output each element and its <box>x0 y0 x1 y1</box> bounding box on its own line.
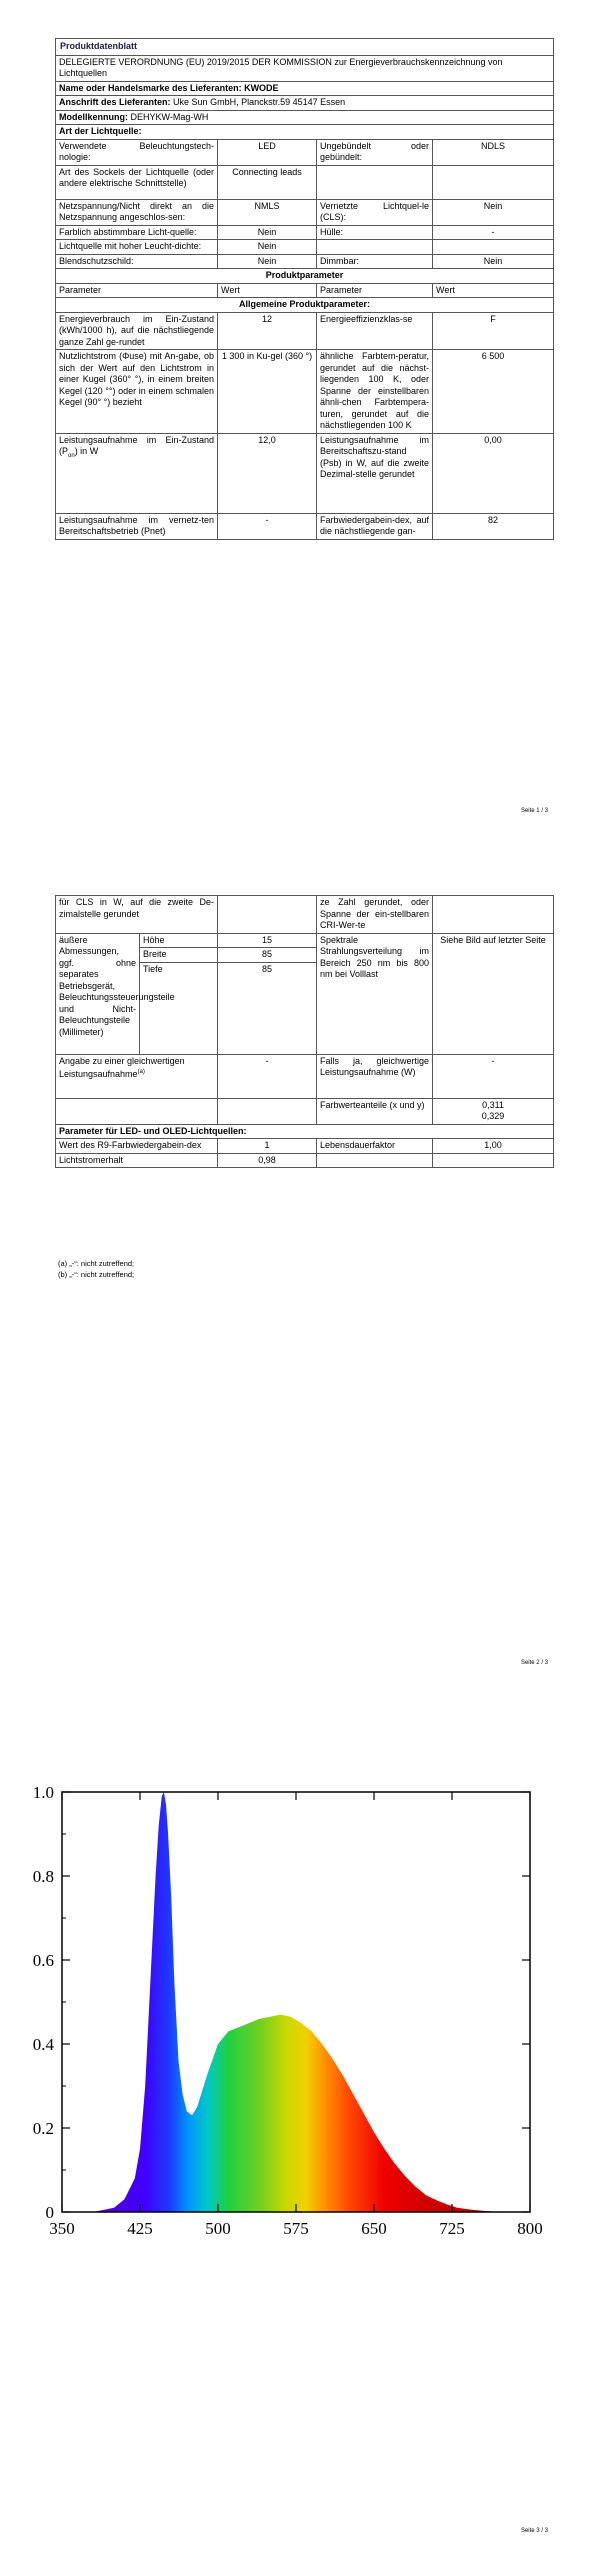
param-label: Leistungsaufnahme im Bereitschaftszu-stand (Psb) in W, auf die zweite Dezimal-stelle gerundet <box>317 433 433 513</box>
row-label: Art des Sockels der Lichtquelle (oder andere elektrische Schnittstelle) <box>56 165 218 199</box>
row-label: Netzspannung/Nicht direkt an die Netzspannung angeschlos-sen: <box>56 199 218 225</box>
param-value <box>218 896 317 934</box>
table-row <box>56 254 554 269</box>
spectral-label: Spektrale Strahlungsverteilung im Bereich 250 nm bis 800 nm bei Volllast <box>317 933 433 1054</box>
table-header-row <box>56 283 554 298</box>
datasheet-table-1 <box>55 38 554 540</box>
column-header: Wert <box>218 283 317 298</box>
chroma-values <box>433 1098 554 1124</box>
row-value: Nein <box>218 240 317 255</box>
x-tick-label: 425 <box>127 2219 153 2238</box>
equiv-label-text: Angabe zu einer gleichwertigen Leistungsaufnahme <box>59 1055 185 1079</box>
row-label: Verwendete Beleuchtungstech-nologie: <box>56 139 218 165</box>
footnote-b: (b) „-“: nicht zutreffend; <box>58 1270 135 1279</box>
led-params-header: Parameter für LED- und OLED-Lichtquellen: <box>56 1124 554 1139</box>
param-label-tail: ) in W <box>74 446 99 456</box>
empty-cell <box>218 1098 317 1124</box>
table-row <box>56 433 554 513</box>
param-value: - <box>218 513 317 539</box>
row-label: Ungebündelt oder gebündelt: <box>317 139 433 165</box>
general-params-header: Allgemeine Produktparameter: <box>56 298 554 313</box>
param-value <box>433 896 554 934</box>
row-label: Dimmbar: <box>317 254 433 269</box>
table-row <box>56 240 554 255</box>
x-tick-label: 350 <box>49 2219 75 2238</box>
table-row <box>56 1139 554 1154</box>
row-label: Vernetzte Lichtquel-le (CLS): <box>317 199 433 225</box>
param-label: ähnliche Farbtem-peratur, gerundet auf die nächst-liegenden 100 K, oder Spanne der einstellbaren ähnli-chen Farbtempera-turen, gerundet auf die nächstliegenden 100 K <box>317 350 433 434</box>
light-source-type-header: Art der Lichtquelle: <box>56 125 554 140</box>
footnote-a: (a) „-“: nicht zutreffend; <box>58 1259 135 1268</box>
table-row <box>56 225 554 240</box>
empty-cell <box>317 1153 433 1168</box>
equiv-label <box>56 1054 218 1098</box>
life-value: 1,00 <box>433 1139 554 1154</box>
table-row <box>56 312 554 350</box>
table-row <box>56 513 554 539</box>
row-label: Blendschutzschild: <box>56 254 218 269</box>
row-value: NMLS <box>218 199 317 225</box>
param-label: für CLS in W, auf die zweite De-zimalstelle gerundet <box>56 896 218 934</box>
row-label: Lichtquelle mit hoher Leucht-dichte: <box>56 240 218 255</box>
table-row <box>56 165 554 199</box>
column-header: Parameter <box>56 283 218 298</box>
y-tick-label: 0.4 <box>32 2035 54 2054</box>
param-label <box>56 433 218 513</box>
row-value: - <box>433 225 554 240</box>
chroma-y: 0,329 <box>481 1111 505 1121</box>
spectral-value: Siehe Bild auf letzter Seite <box>433 933 554 1054</box>
param-label: Farbwiedergabein-dex, auf die nächstliegende gan- <box>317 513 433 539</box>
life-label: Lebensdauerfaktor <box>317 1139 433 1154</box>
table-row <box>56 1098 554 1124</box>
equiv-power-label: Falls ja, gleichwertige Leistungsaufnahme (W) <box>317 1054 433 1098</box>
param-label: ze Zahl gerundet, oder Spanne der ein-stellbaren CRI-Wer-te <box>317 896 433 934</box>
equiv-sup: (a) <box>137 1069 145 1075</box>
param-label: Leistungsaufnahme im vernetz-ten Bereitschaftsbetrieb (Pnet) <box>56 513 218 539</box>
param-label-sub: on <box>68 452 75 459</box>
dim-name: Breite <box>140 948 218 963</box>
lumen-label: Lichtstromerhalt <box>56 1153 218 1168</box>
spectrum-area <box>93 1792 509 2212</box>
dims-label: äußere Abmessungen, ggf. ohne separates Betriebsgerät, Beleuchtungssteuerungsteile und Nicht-Beleuchtungsteile (Millimeter) <box>56 933 140 1054</box>
param-value: 1 300 in Ku-gel (360 °) <box>218 350 317 434</box>
empty-cell <box>433 1153 554 1168</box>
regulation-text: DELEGIERTE VERORDNUNG (EU) 2019/2015 DER KOMMISSION zur Energieverbrauchskennzeichnung von Lichtquellen <box>56 55 554 81</box>
model-row <box>56 110 554 125</box>
footnotes <box>58 1258 134 1280</box>
y-tick-label: 0.6 <box>32 1951 54 1970</box>
dim-value: 85 <box>218 948 317 963</box>
y-tick-label: 0 <box>45 2203 54 2222</box>
row-value: Nein <box>218 225 317 240</box>
row-label <box>317 165 433 199</box>
table-row <box>56 1153 554 1168</box>
dim-name: Tiefe <box>140 962 218 1054</box>
plot-area <box>33 1783 543 2238</box>
column-header: Parameter <box>317 283 433 298</box>
row-value: Nein <box>433 254 554 269</box>
r9-label: Wert des R9-Farbwiedergabein-dex <box>56 1139 218 1154</box>
x-tick-label: 800 <box>517 2219 543 2238</box>
param-label: Energieverbrauch im Ein-Zustand (kWh/1000 h), auf die nächstliegende ganze Zahl ge-rundet <box>56 312 218 350</box>
x-tick-label: 575 <box>283 2219 309 2238</box>
equiv-power-value: - <box>433 1054 554 1098</box>
row-value: NDLS <box>433 139 554 165</box>
row-value: LED <box>218 139 317 165</box>
param-value: 6 500 <box>433 350 554 434</box>
spectrum-chart <box>0 1780 603 2240</box>
row-value <box>433 240 554 255</box>
param-value: 12 <box>218 312 317 350</box>
lumen-value: 0,98 <box>218 1153 317 1168</box>
product-params-header: Produktparameter <box>56 269 554 284</box>
chroma-label: Farbwerteanteile (x und y) <box>317 1098 433 1124</box>
row-value <box>433 165 554 199</box>
param-value: F <box>433 312 554 350</box>
chroma-x: 0,311 <box>482 1099 504 1110</box>
r9-value: 1 <box>218 1139 317 1154</box>
supplier-name: Name oder Handelsmarke des Lieferanten: KWODE <box>56 81 554 96</box>
param-value: 12,0 <box>218 433 317 513</box>
empty-cell <box>56 1098 218 1124</box>
table-row <box>56 199 554 225</box>
param-label: Energieeffizienzklas-se <box>317 312 433 350</box>
table-row <box>56 1054 554 1098</box>
equiv-value: - <box>218 1054 317 1098</box>
page-number: Seite 1 / 3 <box>520 808 548 814</box>
row-value: Connecting leads <box>218 165 317 199</box>
page-title: Produktdatenblatt <box>56 39 554 56</box>
table-row <box>56 350 554 434</box>
dim-name: Höhe <box>140 933 218 948</box>
x-tick-label: 725 <box>439 2219 465 2238</box>
row-value: Nein <box>433 199 554 225</box>
row-label: Hülle: <box>317 225 433 240</box>
model-id: DEHYKW-Mag-WH <box>130 111 209 122</box>
model-label: Modellkennung: <box>59 111 128 122</box>
param-value: 0,00 <box>433 433 554 513</box>
supplier-address-label: Anschrift des Lieferanten: <box>59 97 171 107</box>
param-label: Nutzlichtstrom (Φuse) mit An-gabe, ob sich der Wert auf den Lichtstrom in einer Kugel (360° °), in einem breiten Kegel (120 °°) oder in einem schmalen Kegel (90° °) bezieht <box>56 350 218 434</box>
supplier-address: Uke Sun GmbH, Planckstr.59 45147 Essen <box>173 97 346 107</box>
table-row <box>56 933 554 948</box>
supplier-address-row <box>56 96 554 111</box>
param-value: 82 <box>433 513 554 539</box>
table-row <box>56 896 554 934</box>
y-tick-label: 1.0 <box>32 1783 54 1802</box>
column-header: Wert <box>433 283 554 298</box>
row-label <box>317 240 433 255</box>
page-number: Seite 2 / 3 <box>520 1660 548 1666</box>
row-value: Nein <box>218 254 317 269</box>
x-tick-label: 650 <box>361 2219 387 2238</box>
y-tick-label: 0.8 <box>32 1867 54 1886</box>
x-tick-label: 500 <box>205 2219 231 2238</box>
y-tick-label: 0.2 <box>32 2119 54 2138</box>
page-number: Seite 3 / 3 <box>520 2528 548 2534</box>
dim-value: 15 <box>218 933 317 948</box>
datasheet-table-2 <box>55 895 554 1168</box>
param-label-text: Leistungsaufnahme im Ein-Zustand (P <box>59 434 214 456</box>
table-row <box>56 139 554 165</box>
row-label: Farblich abstimmbare Licht-quelle: <box>56 225 218 240</box>
dim-value: 85 <box>218 962 317 1054</box>
